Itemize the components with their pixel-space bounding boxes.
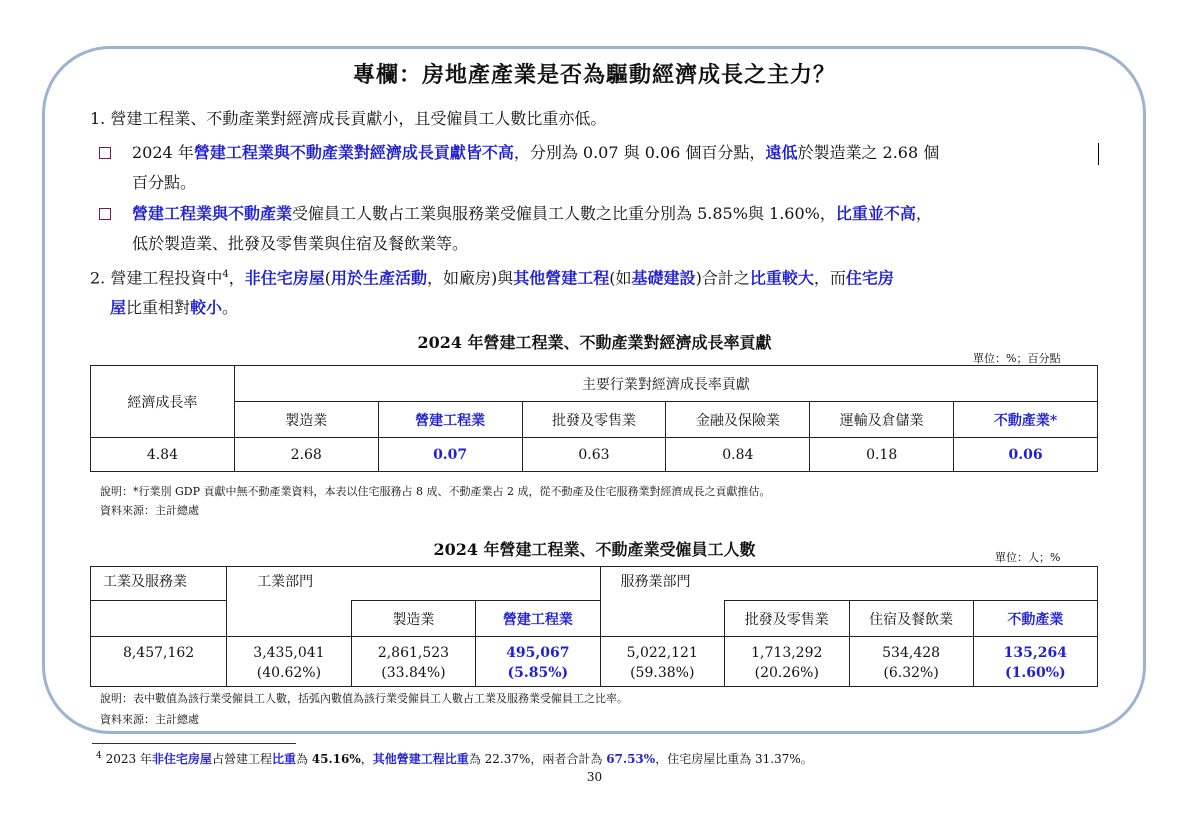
- bullet-1-far-lower: 遠低: [765, 143, 798, 162]
- bullet-1-compare: 於製造業之 2.68 個: [797, 143, 940, 162]
- table-1-note: 說明：*行業別 GDP 貢獻中無不動產業資料，本表以住宅服務占 8 成、不動產業占 2 成，從不動產及住宅服務業對經濟成長之貢獻推估。: [100, 485, 771, 498]
- table-2-note: 說明：表中數值為該行業受僱員工人數，括弧內數值為該行業受僱員工人數占工業及服務業受僱員工之比率。: [100, 692, 628, 705]
- bullet-2-end: 低於製造業、批發及零售業與住宿及餐飲業等。: [132, 234, 469, 253]
- table-1-col: 不動產業*: [954, 402, 1098, 438]
- bullet-1-highlight: 營建工程業與不動產業對經濟成長貢獻皆不高: [193, 143, 514, 162]
- point-2-such-as: (如: [609, 268, 632, 288]
- table-2-source: 資料來源：主計總處: [100, 713, 199, 726]
- table-2-share: (33.84%): [351, 661, 476, 687]
- bullet-2: [132, 199, 1112, 259]
- text-cursor: [1098, 143, 1099, 165]
- table-1-col: 營建工程業: [378, 402, 522, 438]
- point-2-lead: 2. 營建工程投資中: [90, 268, 223, 288]
- table-2-total-header: 工業及服務業: [91, 567, 227, 601]
- table-2-share: (6.32%): [849, 661, 973, 687]
- point-2-residential: 住宅房: [845, 268, 894, 288]
- table-2-caption: 2024 年營建工程業、不動產業受僱員工人數: [433, 540, 756, 559]
- footnote-marker: 4: [96, 751, 102, 761]
- table-2-col: 批發及零售業: [725, 601, 850, 637]
- table-2-service-header: 服務業部門: [600, 567, 1098, 601]
- table-2-col: 住宿及餐飲業: [849, 601, 973, 637]
- footnote-comma: ，: [360, 752, 373, 766]
- table-2: [90, 566, 1098, 687]
- footnote-ratio: 比重: [271, 752, 296, 766]
- table-1-group-header: 主要行業對經濟成長率貢獻: [234, 366, 1097, 402]
- point-2-other-construction: 其他營建工程: [513, 268, 610, 288]
- table-1-source: 資料來源：主計總處: [100, 504, 199, 517]
- point-2-comma: ，: [228, 268, 245, 288]
- table-2-cell: 2,861,523: [351, 637, 476, 661]
- table-1-cell: 2.68: [234, 438, 378, 472]
- point-2-relatively: 比重相對: [126, 298, 191, 318]
- point-2-paren: (: [324, 268, 332, 288]
- table-1-col: 製造業: [234, 402, 378, 438]
- page-number: 30: [586, 770, 603, 784]
- bullet-2-not-high: 比重並不高: [835, 204, 916, 223]
- footnote-rule: [92, 743, 296, 744]
- table-1-col: 批發及零售業: [522, 402, 666, 438]
- table-2-share: (59.38%): [600, 661, 725, 687]
- table-2-col: 不動產業: [973, 601, 1097, 637]
- table-2-cell: 1,713,292: [725, 637, 850, 661]
- table-1-cell: 0.18: [810, 438, 954, 472]
- point-2-while: ，而: [813, 268, 846, 288]
- footnote-year: 2023 年: [105, 752, 152, 766]
- table-2-cell: 135,264: [973, 637, 1097, 661]
- footnote-is: 為: [295, 752, 312, 766]
- point-2-period: 。: [222, 298, 239, 318]
- table-2-share: (1.60%): [973, 661, 1097, 687]
- table-1-caption: 2024 年營建工程業、不動產業對經濟成長率貢獻: [417, 333, 772, 352]
- table-1-cell: 0.06: [954, 438, 1098, 472]
- table-1-cell: 0.63: [522, 438, 666, 472]
- footnote-total: 67.53%: [606, 752, 656, 766]
- checkbox-icon: [99, 208, 111, 220]
- table-2-share: (40.62%): [227, 661, 352, 687]
- table-1-row-header: 經濟成長率: [91, 366, 235, 438]
- table-2-industry-header: 工業部門: [227, 567, 600, 601]
- table-2-cell: 8,457,162: [91, 637, 227, 661]
- table-1-unit: 單位：%；百分點: [973, 352, 1061, 365]
- table-2-share: (20.26%): [725, 661, 850, 687]
- footnote-residential: ，住宅房屋比重為 31.37%。: [655, 752, 813, 766]
- table-2-share: (5.85%): [476, 661, 600, 687]
- table-2-empty-cell: [91, 601, 227, 637]
- point-2-production: 用於生產活動: [331, 268, 428, 288]
- table-1-col: 運輸及倉儲業: [810, 402, 954, 438]
- footnote-ref: 4: [222, 269, 229, 280]
- footnote: [96, 750, 813, 767]
- table-2-col: 營建工程業: [476, 601, 600, 637]
- table-2-cell: 534,428: [849, 637, 973, 661]
- page-title: 專欄：房地產產業是否為驅動經濟成長之主力？: [352, 62, 836, 88]
- table-2-cell: 495,067: [476, 637, 600, 661]
- bullet-2-share: 受僱員工人數占工業與服務業受僱員工人數之比重分別為 5.85%與 1.60%，: [292, 204, 836, 223]
- point-2-infrastructure: 基礎建設: [631, 268, 696, 288]
- footnote-other: 其他營建工程比重: [372, 752, 469, 766]
- table-2-empty-cell: [600, 601, 725, 637]
- point-1: 1. 營建工程業、不動產業對經濟成長貢獻小，且受僱員工人數比重亦低。: [90, 109, 607, 128]
- table-2-col: 製造業: [351, 601, 476, 637]
- point-2-combined: )合計之: [695, 268, 750, 288]
- footnote-share-of: 占營建工程: [211, 752, 272, 766]
- checkbox-icon: [99, 147, 111, 159]
- point-2-factory: ，如廠房)與: [427, 268, 514, 288]
- table-2-cell: 3,435,041: [227, 637, 352, 661]
- table-1-cell: 0.84: [666, 438, 810, 472]
- point-2-residential-end: 屋: [110, 298, 127, 318]
- bullet-2-comma: ，: [915, 204, 932, 223]
- footnote-value-1: 45.16%: [311, 752, 361, 766]
- point-2-larger: 比重較大: [749, 268, 814, 288]
- bullet-2-highlight: 營建工程業與不動產業: [132, 204, 293, 223]
- table-2-empty-cell: [91, 661, 227, 687]
- point-2-line2: [90, 298, 238, 317]
- table-2-cell: 5,022,121: [600, 637, 725, 661]
- table-1: [90, 365, 1098, 472]
- footnote-nonresidential: 非住宅房屋: [151, 752, 212, 766]
- bullet-1-year: 2024 年: [132, 143, 194, 162]
- point-2-smaller: 較小: [190, 298, 223, 318]
- table-1-col: 金融及保險業: [666, 402, 810, 438]
- table-1-cell: 4.84: [91, 438, 235, 472]
- point-2-nonresidential: 非住宅房屋: [244, 268, 325, 288]
- table-2-empty-cell: [227, 601, 352, 637]
- bullet-1-end: 百分點。: [132, 173, 197, 192]
- table-2-unit: 單位：人；%: [995, 551, 1061, 564]
- bullet-1-values: ，分別為 0.07 與 0.06 個百分點，: [513, 143, 766, 162]
- table-1-cell: 0.07: [378, 438, 522, 472]
- bullet-1: [132, 138, 1102, 198]
- point-2: [90, 260, 1110, 323]
- footnote-combined: 為 22.37%，兩者合計為: [468, 752, 607, 766]
